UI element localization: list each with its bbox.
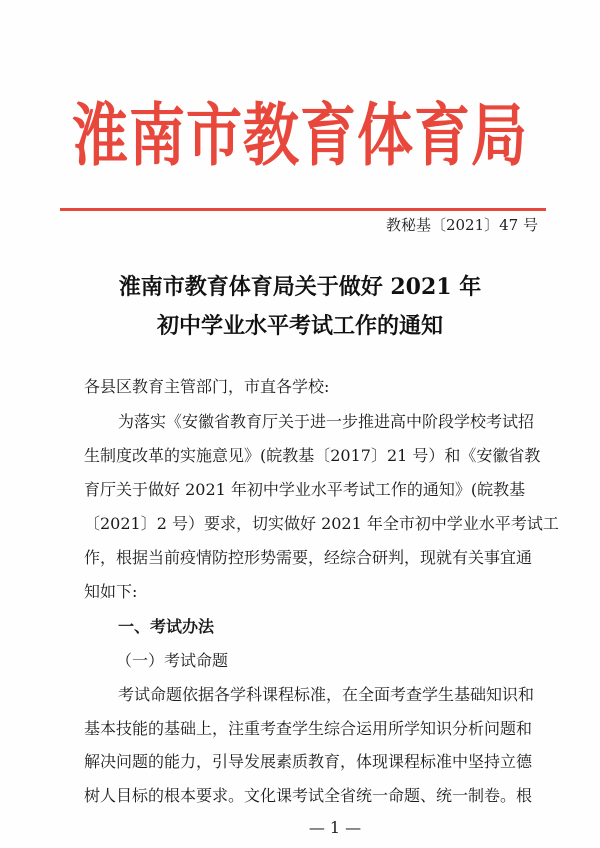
- intro-line: 育厅关于做好 2021 年初中学业水平考试工作的通知》(皖教基: [84, 480, 526, 499]
- document-number: 教秘基〔2021〕47 号: [385, 216, 538, 234]
- body-line: 考试命题依据各学科课程标准，在全面考查学生基础知识和: [118, 685, 535, 704]
- document-title-line-1: 淮南市教育体育局关于做好 2021 年: [118, 274, 482, 300]
- intro-line: 为落实《安徽省教育厅关于进一步推进高中阶段学校考试招: [118, 412, 535, 431]
- intro-line: 知如下:: [84, 582, 138, 601]
- body-line: 解决问题的能力，引导发展素质教育，体现课程标准中坚持立德: [84, 752, 533, 771]
- red-divider-rule: [60, 208, 546, 211]
- salutation: 各县区教育主管部门，市直各学校:: [84, 377, 330, 396]
- intro-line: 作，根据当前疫情防控形势需要，经综合研判，现就有关事宜通: [84, 548, 533, 567]
- page-number: — 1 —: [308, 818, 362, 837]
- intro-line: 〔2021〕2 号）要求，切实做好 2021 年全市初中学业水平考试工: [84, 514, 559, 533]
- section-heading: 一、考试办法: [118, 617, 215, 636]
- agency-masthead: 淮南市教育体育局: [72, 96, 528, 176]
- body-line: 树人目标的根本要求。文化课考试全省统一命题、统一制卷。根: [84, 786, 533, 805]
- document-title-line-2: 初中学业水平考试工作的通知: [156, 313, 443, 339]
- subsection-heading: （一）考试命题: [116, 651, 229, 670]
- body-line: 基本技能的基础上，注重考查学生综合运用所学知识分析问题和: [84, 719, 533, 738]
- intro-line: 生制度改革的实施意见》(皖教基〔2017〕21 号）和《安徽省教: [84, 446, 541, 465]
